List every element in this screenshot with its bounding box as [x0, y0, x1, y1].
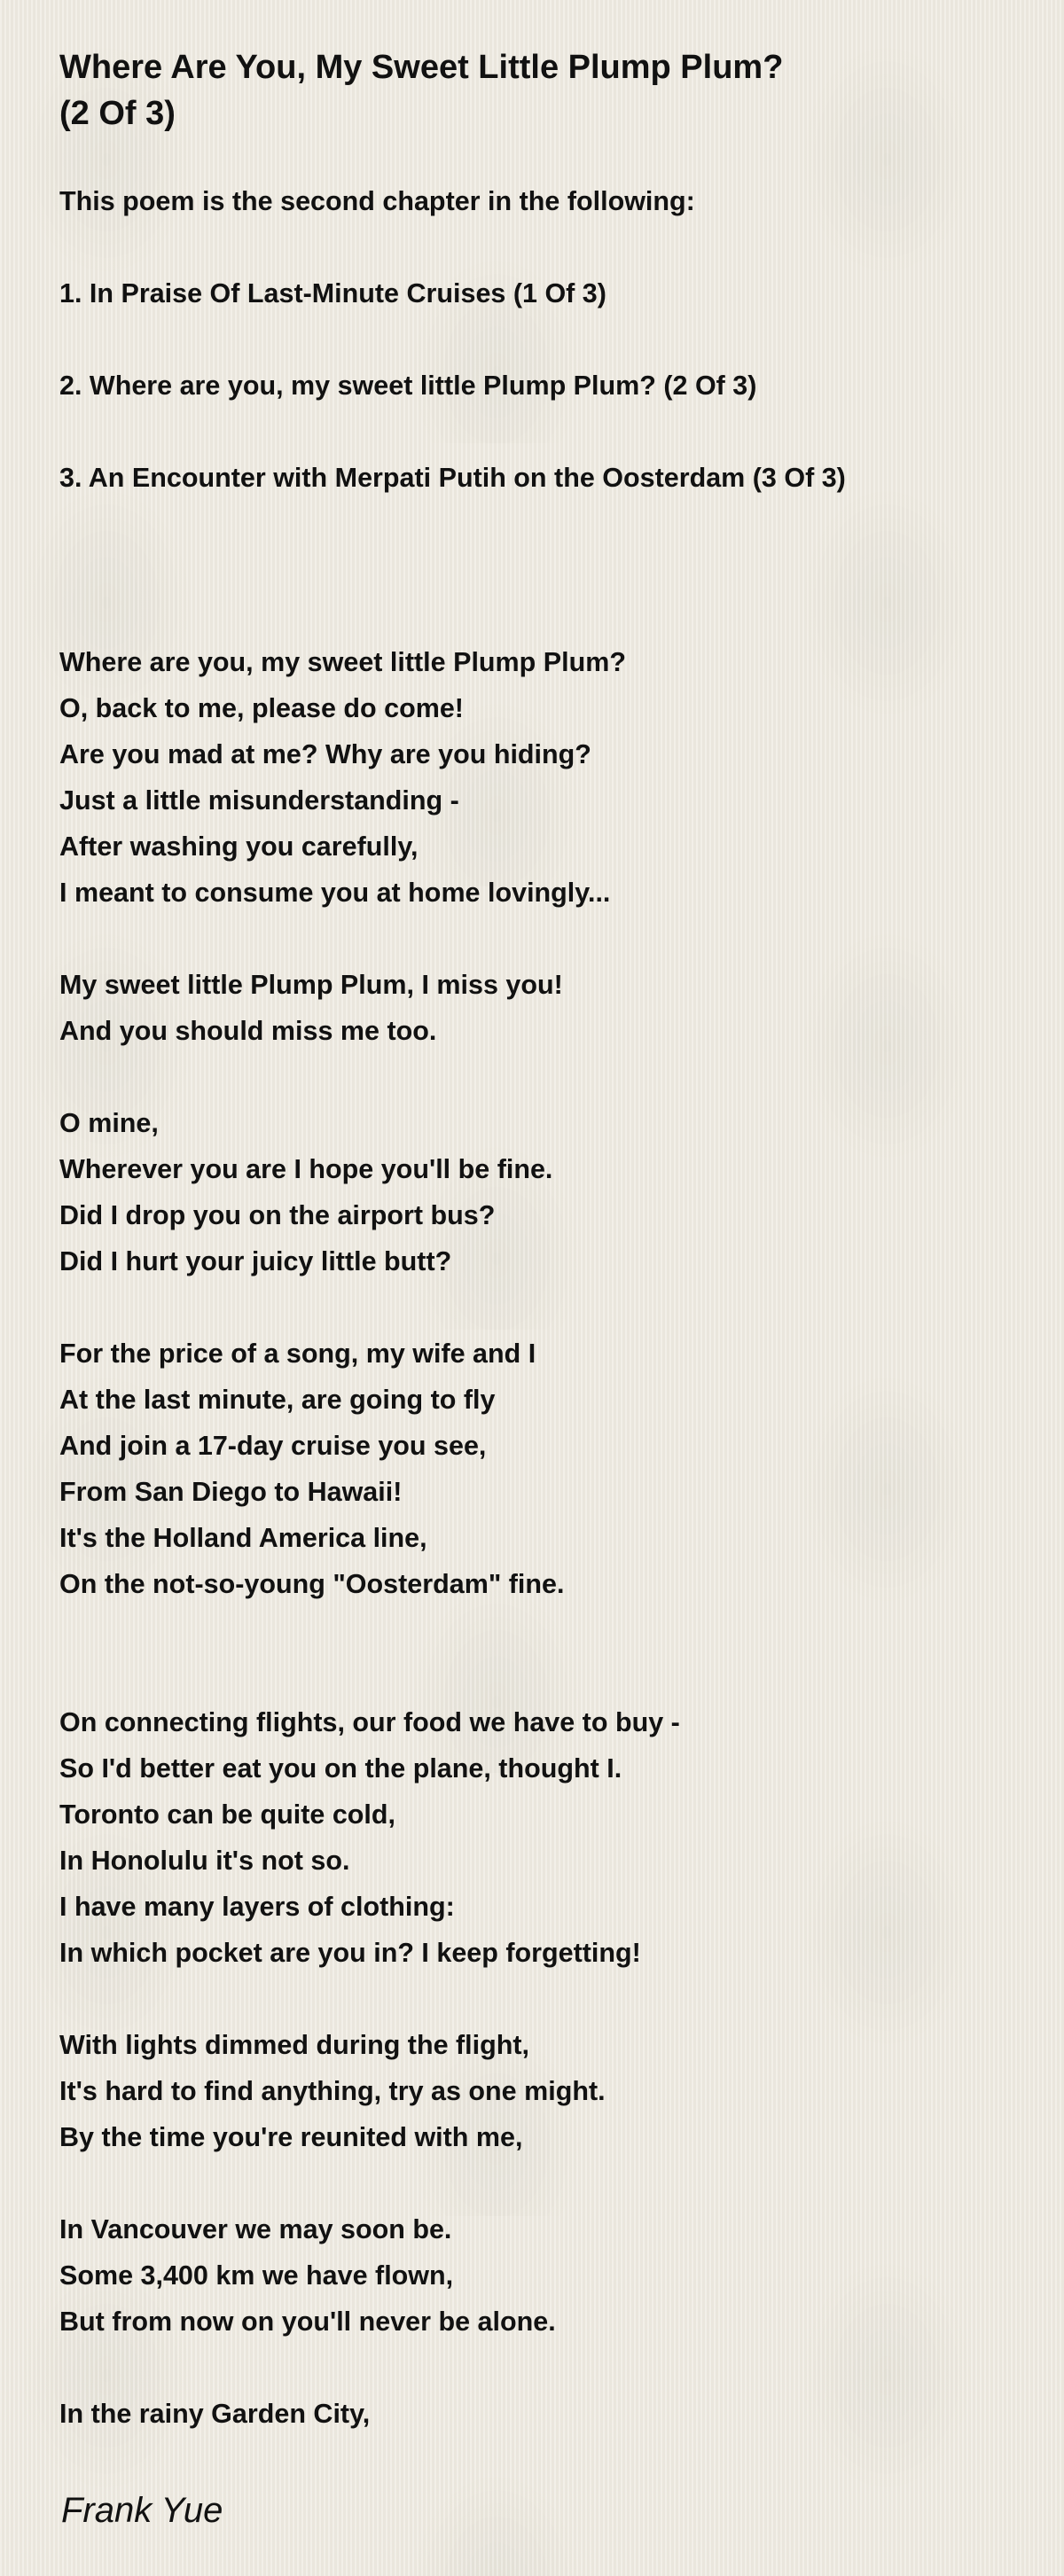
stanza-break	[59, 1607, 1035, 1653]
poem-line: Wherever you are I hope you'll be fine.	[59, 1154, 553, 1184]
poem-author: Frank Yue	[61, 2491, 223, 2530]
stanza-break	[59, 547, 1035, 593]
stanza-break	[59, 1284, 1035, 1331]
stanza-break	[59, 593, 1035, 639]
poem-line: It's hard to find anything, try as one might.	[59, 2076, 606, 2106]
poem-line: On the not-so-young "Oosterdam" fine.	[59, 1569, 565, 1599]
poem-line: But from now on you'll never be alone.	[59, 2307, 556, 2337]
poem-line: Did I drop you on the airport bus?	[59, 1200, 496, 1230]
poem-title-line: Where Are You, My Sweet Little Plump Plum?	[59, 49, 784, 86]
poem-title-line: (2 Of 3)	[59, 95, 176, 132]
stanza-break	[59, 1976, 1035, 2022]
poem-line: Just a little misunderstanding -	[59, 785, 459, 816]
poem-line: And join a 17-day cruise you see,	[59, 1431, 487, 1461]
stanza-break	[59, 501, 1035, 547]
stanza-break	[59, 1054, 1035, 1100]
poem-line: O mine,	[59, 1108, 159, 1138]
poem-line: In the rainy Garden City,	[59, 2399, 371, 2429]
poem-line: Toronto can be quite cold,	[59, 1799, 395, 1830]
poem-line: After washing you carefully,	[59, 831, 419, 862]
poem-body	[59, 178, 1035, 2437]
chapter-list-item: 3. An Encounter with Merpati Putih on the Oosterdam (3 Of 3)	[59, 463, 846, 493]
poem-line: In Vancouver we may soon be.	[59, 2214, 452, 2244]
poem-line: In Honolulu it's not so.	[59, 1846, 350, 1876]
poem-line: From San Diego to Hawaii!	[59, 1477, 403, 1507]
poem-line: Did I hurt your juicy little butt?	[59, 1246, 452, 1276]
poem-line: So I'd better eat you on the plane, thought I.	[59, 1753, 622, 1784]
stanza-break	[59, 2160, 1035, 2206]
poem-line: By the time you're reunited with me,	[59, 2122, 523, 2152]
poem-line: With lights dimmed during the flight,	[59, 2030, 530, 2060]
poem-line: Where are you, my sweet little Plump Plum?	[59, 647, 626, 677]
poem-line: At the last minute, are going to fly	[59, 1385, 496, 1415]
poem-line: O, back to me, please do come!	[59, 693, 464, 723]
poem-line: I meant to consume you at home lovingly...	[59, 878, 611, 908]
poem-line: It's the Holland America line,	[59, 1523, 427, 1553]
poem-line: For the price of a song, my wife and I	[59, 1339, 536, 1369]
stanza-break	[59, 224, 1035, 270]
chapter-list-item: 1. In Praise Of Last-Minute Cruises (1 Of 3)	[59, 278, 606, 308]
stanza-break	[59, 316, 1035, 363]
poem-line: Some 3,400 km we have flown,	[59, 2260, 454, 2291]
poem-line: I have many layers of clothing:	[59, 1892, 455, 1922]
stanza-break	[59, 916, 1035, 962]
chapter-list-item: 2. Where are you, my sweet little Plump Plum? (2 Of 3)	[59, 371, 757, 401]
stanza-break	[59, 409, 1035, 455]
poem-title	[59, 44, 1035, 137]
poem-line: And you should miss me too.	[59, 1016, 437, 1046]
poem-line: On connecting flights, our food we have to buy -	[59, 1707, 680, 1737]
stanza-break	[59, 1653, 1035, 1699]
poem-line: Are you mad at me? Why are you hiding?	[59, 739, 591, 769]
poem-line: My sweet little Plump Plum, I miss you!	[59, 970, 563, 1000]
stanza-break	[59, 2345, 1035, 2391]
poem-line: In which pocket are you in? I keep forgetting!	[59, 1938, 641, 1968]
poem-intro: This poem is the second chapter in the following:	[59, 186, 695, 216]
